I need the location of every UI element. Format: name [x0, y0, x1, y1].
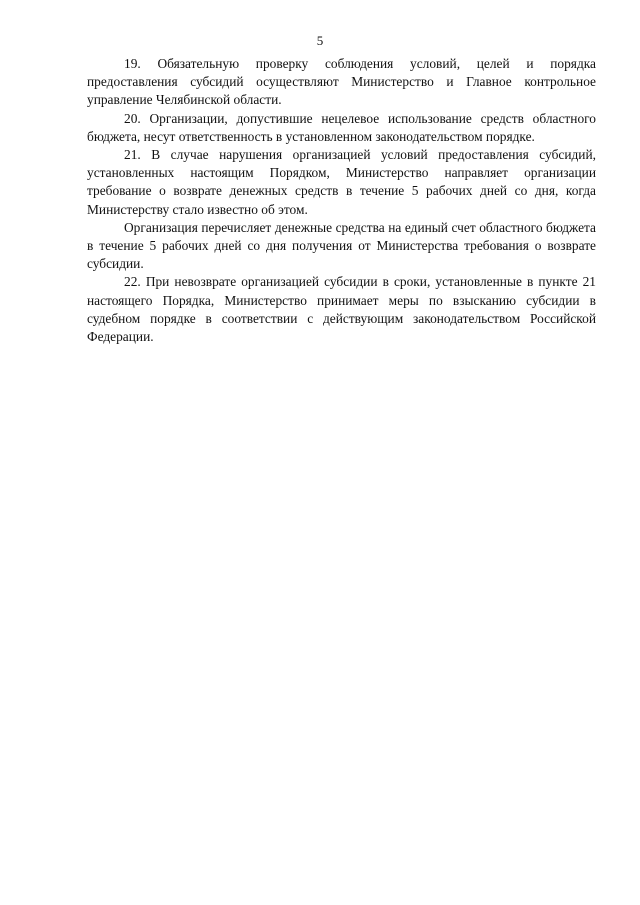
- paragraph-21-continuation: Организация перечисляет денежные средства на единый счет областного бюджета в течение 5 рабочих дней со дня получения от Министерства требования о возврате субсидии.: [87, 219, 596, 272]
- paragraph-20: 20. Организации, допустившие нецелевое использование средств областного бюджета, несут ответственность в установленном законодательством порядке.: [87, 110, 596, 144]
- paragraph-19: 19. Обязательную проверку соблюдения условий, целей и порядка предоставления субсидий осуществляют Министерство и Главное контрольное управление Челябинской области.: [87, 56, 596, 108]
- page-number: 5: [316, 33, 324, 48]
- paragraph-22: 22. При невозврате организацией субсидии в сроки, установленные в пункте 21 настоящего Порядка, Министерство принимает меры по взысканию субсидии в судебном порядке в соответствии с действующим законодательством Российской Федерации.: [87, 274, 596, 345]
- paragraph-21: 21. В случае нарушения организацией условий предоставления субсидий, установленных настоящим Порядком, Министерство направляет организации требование о возврате денежных средств в течение 5 рабочих дней со дня, когда Министерству стало известно об этом.: [87, 147, 596, 217]
- document-body: [87, 55, 596, 346]
